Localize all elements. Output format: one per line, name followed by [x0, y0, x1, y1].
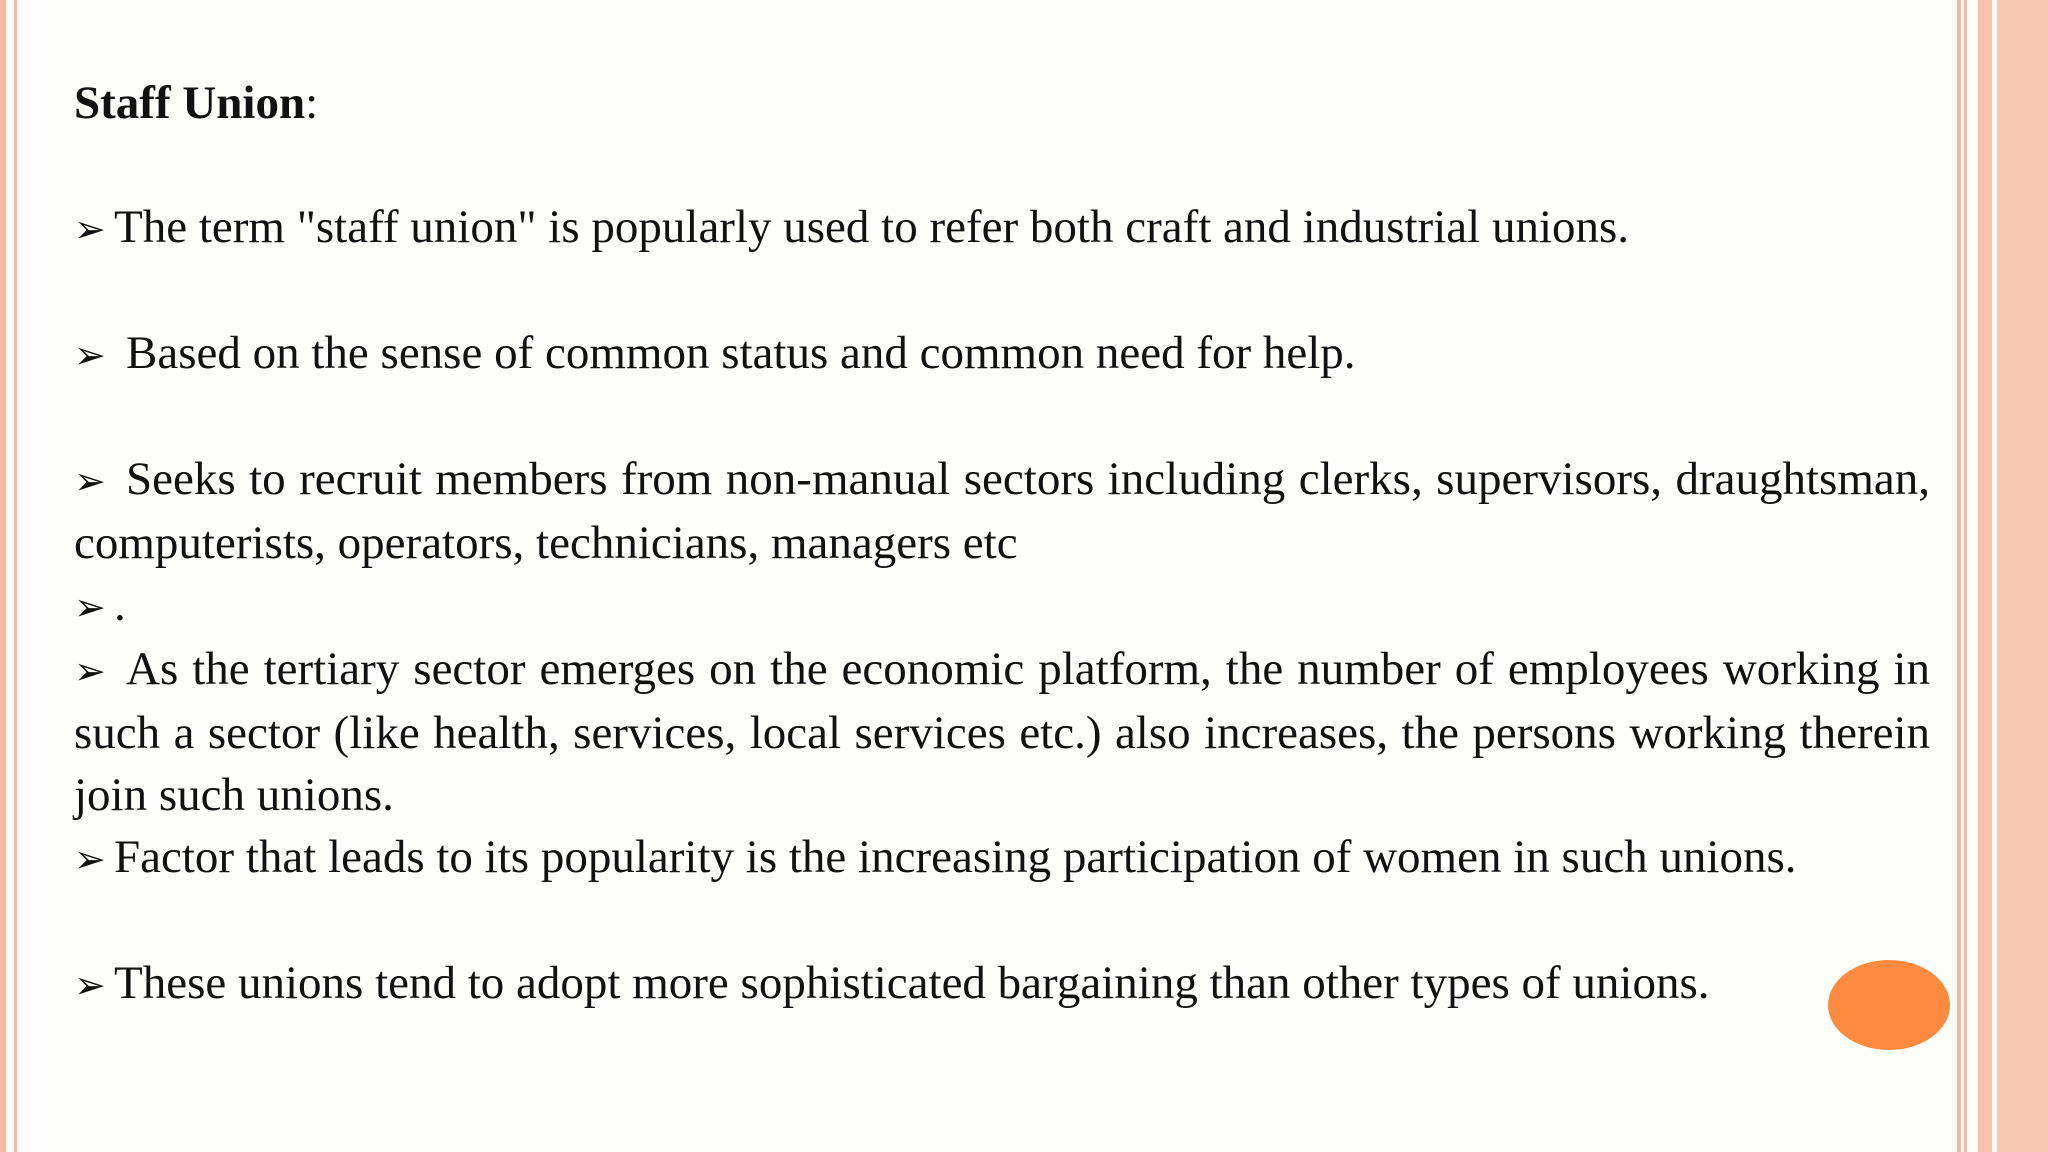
frame-left-stripe: [0, 0, 6, 1152]
frame-right-line: [1957, 0, 1961, 1152]
bullet-point: [74, 638, 1930, 826]
frame-left-line: [14, 0, 17, 1152]
bullet-point: [74, 322, 1930, 386]
bullet-point: [74, 574, 1930, 638]
bullet-text: These unions tend to adopt more sophisticated bargaining than other types of unions.: [114, 957, 1710, 1009]
arrow-bullet-icon: ➢: [74, 585, 106, 629]
bullet-point: [74, 448, 1930, 574]
bullet-text: Factor that leads to its popularity is the increasing participation of women in such unions.: [114, 831, 1797, 883]
arrow-bullet-icon: ➢: [74, 207, 106, 251]
frame-right-edge: [1997, 0, 2048, 1152]
frame-right-stripe: [1978, 0, 1992, 1152]
arrow-bullet-icon: ➢: [74, 333, 106, 377]
bullet-point: [74, 196, 1930, 260]
bullet-point: [74, 952, 1930, 1016]
arrow-bullet-icon: ➢: [74, 649, 106, 693]
bullet-text: Seeks to recruit members from non-manual sectors including clerks, supervisors, draughtsman, computerists, operators, technicians, managers etc: [74, 453, 1930, 569]
slide-title: [74, 72, 1930, 134]
slide-body: [74, 72, 1930, 1016]
bullet-text: .: [114, 579, 126, 631]
arrow-bullet-icon: ➢: [74, 459, 106, 503]
bullet-point: [74, 826, 1930, 890]
orange-dot-decoration: [1828, 960, 1950, 1050]
slide-title-text: Staff Union: [74, 77, 306, 129]
bullet-text: The term "staff union" is popularly used to refer both craft and industrial unions.: [114, 201, 1630, 253]
bullet-text: Based on the sense of common status and common need for help.: [126, 327, 1356, 379]
arrow-bullet-icon: ➢: [74, 963, 106, 1007]
arrow-bullet-icon: ➢: [74, 837, 106, 881]
slide-title-colon: :: [305, 77, 319, 129]
bullet-text: As the tertiary sector emerges on the economic platform, the number of employees working in such a sector (like health, services, local services etc.) also increases, the persons working therein join such unions.: [74, 643, 1930, 821]
